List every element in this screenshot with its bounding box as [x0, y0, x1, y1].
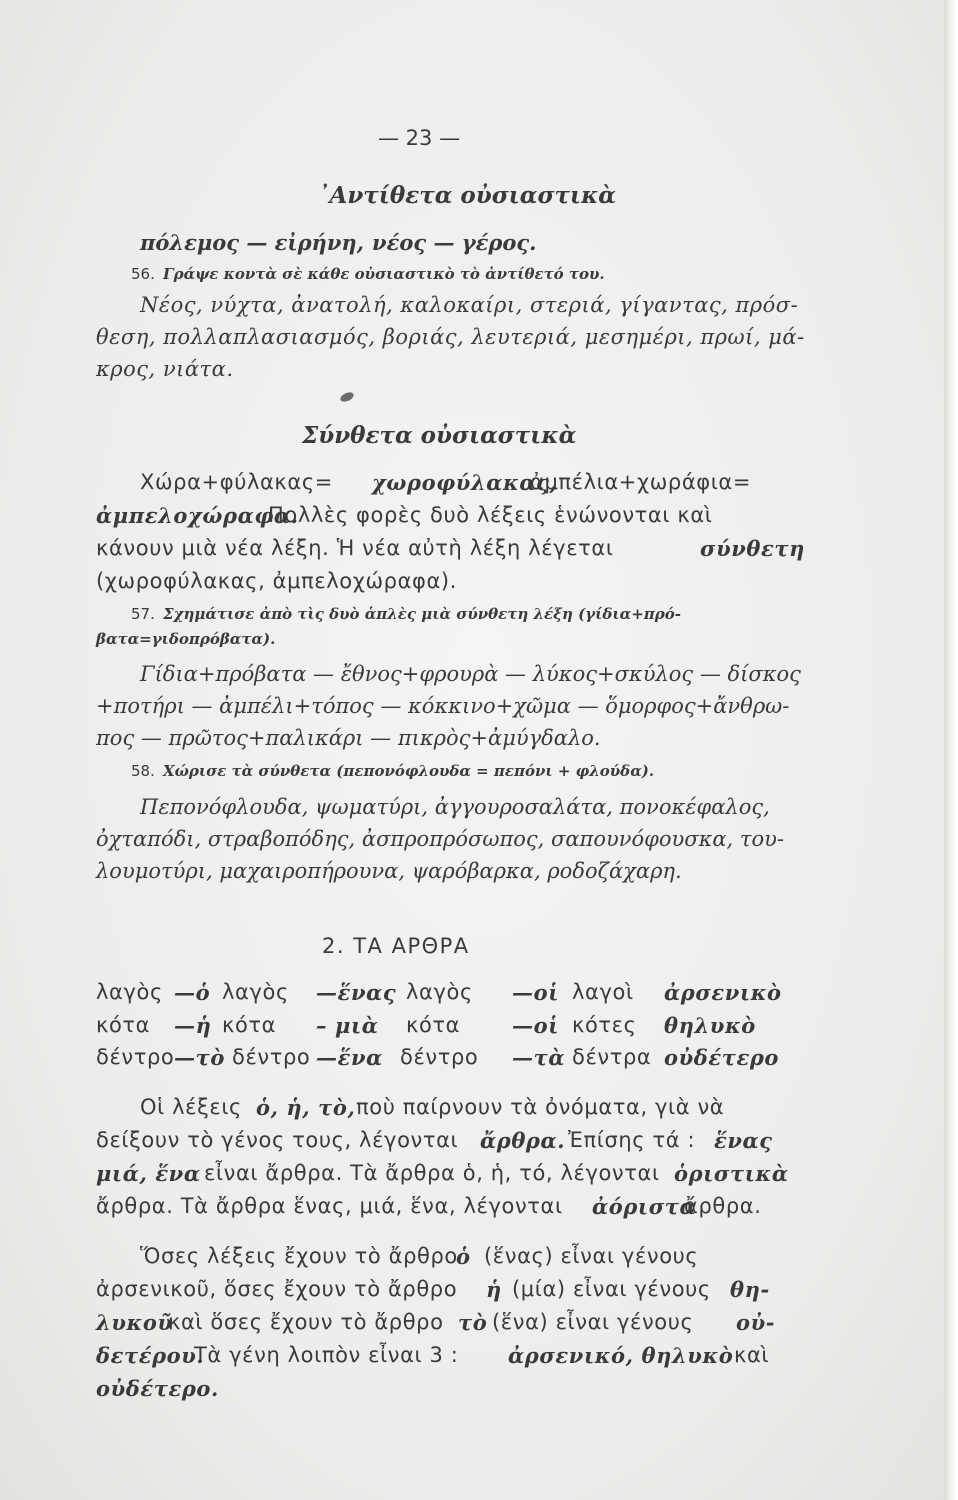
antonym-example-1: πόλεμος — εἰρήνη, — [140, 230, 364, 255]
row-indef-noun: δέντρο — [400, 1045, 479, 1069]
antonym-words-line-2: θεση, πολλαπλασιασμός, βοριάς, λευτεριά, μεσημέρι, πρωί, μά- — [96, 325, 805, 349]
row-def-article: —ὁ — [174, 980, 211, 1005]
row-plural-noun: δέντρα — [572, 1045, 652, 1069]
row-indef-noun: λαγὸς — [406, 980, 473, 1004]
para2-line-3-b: καὶ ὅσες ἔχουν τὸ ἄρθρο — [168, 1310, 444, 1334]
ex58-words-line-3: λουμοτύρι, μαχαιροπήρουνα, ψαρόβαρκα, ροδοζάχαρη. — [96, 859, 682, 883]
para2-line-3-d: (ἕνα) εἶναι γένους — [492, 1310, 694, 1334]
row-indef-article: —ἕνας — [316, 980, 397, 1005]
exercise-57-line-1: Σχημάτισε ἀπὸ τὶς δυὸ ἁπλὲς μιὰ σύνθετη λέξη (γίδια+πρό- — [163, 605, 681, 623]
ex58-words-line-2: ὀχταπόδι, στραβοπόδης, ἀσπροπρόσωπος, σαπουνόφουσκα, του- — [96, 827, 785, 851]
exercise-57-line-2: βατα=γιδοπρόβατα). — [96, 630, 276, 648]
compound-line-2-a: ἀμπελοχώραφα. — [96, 503, 299, 528]
ex57-words-line-2: +ποτήρι — ἀμπέλι+τόπος — κόκκινο+χῶμα — ὅμορφος+ἄνθρω- — [96, 694, 790, 718]
row-def-article: —τὸ — [174, 1045, 225, 1070]
para1-line-4-c: ἄρθρα. — [684, 1194, 762, 1218]
ex57-words-line-3: πος — πρῶτος+παλικάρι — πικρὸς+ἀμύγδαλο. — [96, 726, 601, 750]
section-heading-articles: 2. ΤΑ ΑΡΘΡΑ — [322, 934, 470, 958]
row-plural-noun: λαγοὶ — [572, 980, 634, 1004]
section-heading-antonyms: ᾿Αντίθετα οὐσιαστικὰ — [318, 182, 617, 209]
para1-line-1-b: ὁ, ἡ, τὸ, — [256, 1095, 356, 1120]
page-edge-shadow — [944, 0, 958, 1500]
antonym-words-line-1: Νέος, νύχτα, ἀνατολή, καλοκαίρι, στεριά, γίγαντας, πρόσ- — [140, 293, 799, 317]
exercise-58-line: Χώρισε τὰ σύνθετα (πεπονόφλουδα = πεπόνι + φλούδα). — [163, 762, 655, 780]
para1-line-1-a: Οἱ λέξεις — [140, 1095, 242, 1119]
compound-line-1-b: χωροφύλακας, — [372, 470, 558, 495]
para1-line-3-a: μιά, ἕνα — [96, 1161, 201, 1186]
para2-line-4-c: ἀρσενικό, θηλυκὸ — [508, 1343, 734, 1368]
exercise-56-instruction: Γράψε κοντὰ σὲ κάθε οὐσιαστικὸ τὸ ἀντίθετό του. — [163, 265, 605, 283]
para1-line-1-c: ποὺ παίρνουν τὰ ὀνόματα, γιὰ νὰ — [356, 1095, 725, 1119]
para2-line-4-b: Τὰ γένη λοιπὸν εἶναι 3 : — [194, 1343, 459, 1367]
row-gender: οὐδέτερο — [664, 1045, 780, 1070]
row-def-article: —ἡ — [174, 1013, 212, 1038]
compound-line-3-b: σύνθετη — [700, 536, 805, 561]
exercise-56-number: 56. — [131, 265, 155, 283]
para2-line-4-d: καὶ — [734, 1343, 770, 1367]
antonym-words-line-3: κρος, νιάτα. — [96, 357, 234, 381]
para1-line-2-b: ἄρθρα. — [480, 1128, 566, 1153]
para2-line-5: οὐδέτερο. — [96, 1376, 219, 1401]
compound-line-3-a: κάνουν μιὰ νέα λέξη. Ἡ νέα αὐτὴ λέξη λέγεται — [96, 536, 614, 560]
para2-line-4-a: δετέρου. — [96, 1343, 205, 1368]
compound-line-1-c: ἀμπέλια+χωράφια= — [530, 470, 752, 494]
row-plural-noun: κότες — [572, 1013, 637, 1037]
para1-line-4-b: ἀόριστα — [592, 1194, 697, 1219]
para2-line-2-a: ἀρσενικοῦ, ὅσες ἔχουν τὸ ἄρθρο — [96, 1277, 458, 1301]
row-noun: κότα — [96, 1013, 151, 1037]
row-plural-article: —οἱ — [512, 1013, 559, 1038]
row-plural-article: —οἱ — [512, 980, 559, 1005]
para2-line-2-c: (μία) εἶναι γένους — [512, 1277, 711, 1301]
para2-line-1-b: ὁ — [456, 1244, 471, 1269]
para1-line-3-c: ὁριστικὰ — [674, 1161, 789, 1186]
ink-blot — [339, 390, 355, 403]
row-gender: θηλυκὸ — [664, 1013, 756, 1038]
antonym-example-2: νέος — γέρος. — [372, 230, 537, 255]
row-noun: λαγὸς — [96, 980, 163, 1004]
exercise-58-number: 58. — [131, 762, 155, 780]
para2-line-1-c: (ἕνας) εἶναι γένους — [484, 1244, 699, 1268]
section-heading-compounds: Σύνθετα οὐσιαστικὰ — [302, 422, 577, 449]
para1-line-2-d: ἕνας — [714, 1128, 773, 1153]
para2-line-1-a: Ὅσες λέξεις ἔχουν τὸ ἄρθρο — [140, 1244, 458, 1268]
row-def-noun: λαγὸς — [222, 980, 289, 1004]
para2-line-2-b: ἡ — [486, 1277, 502, 1302]
compound-line-1-a: Χώρα+φύλακας= — [140, 470, 333, 494]
ex58-words-line-1: Πεπονόφλουδα, ψωματύρι, ἀγγουροσαλάτα, πονοκέφαλος, — [140, 795, 770, 819]
para1-line-2-a: δείξουν τὸ γένος τους, λέγονται — [96, 1128, 459, 1152]
para1-line-2-c: Ἐπίσης τά : — [568, 1128, 696, 1152]
row-def-noun: δέντρο — [232, 1045, 311, 1069]
row-noun: δέντρο — [96, 1045, 175, 1069]
para2-line-3-a: λυκοῦ — [96, 1310, 173, 1335]
row-indef-noun: κότα — [406, 1013, 461, 1037]
exercise-57-number: 57. — [131, 605, 155, 623]
para1-line-4-a: ἄρθρα. Τὰ ἄρθρα ἕνας, μιά, ἕνα, λέγονται — [96, 1194, 563, 1218]
row-def-noun: κότα — [222, 1013, 277, 1037]
row-plural-article: —τὰ — [512, 1045, 566, 1070]
row-gender: ἀρσενικὸ — [664, 980, 782, 1005]
compound-line-2-b: Πολλὲς φορὲς δυὸ λέξεις ἑνώνονται καὶ — [268, 503, 713, 527]
page-number: — 23 — — [378, 126, 461, 150]
para2-line-3-c: τὸ — [458, 1310, 488, 1335]
para2-line-3-e: οὐ- — [736, 1310, 776, 1335]
ex57-words-line-1: Γίδια+πρόβατα — ἔθνος+φρουρὰ — λύκος+σκύλος — δίσκος — [140, 662, 801, 686]
compound-line-4: (χωροφύλακας, ἀμπελοχώραφα). — [96, 569, 457, 593]
row-indef-article: —ἕνα — [316, 1045, 383, 1070]
row-indef-article: – μιὰ — [316, 1013, 379, 1038]
para2-line-2-d: θη- — [730, 1277, 770, 1302]
para1-line-3-b: εἶναι ἄρθρα. Τὰ ἄρθρα ὁ, ἡ, τό, λέγονται — [204, 1161, 660, 1185]
